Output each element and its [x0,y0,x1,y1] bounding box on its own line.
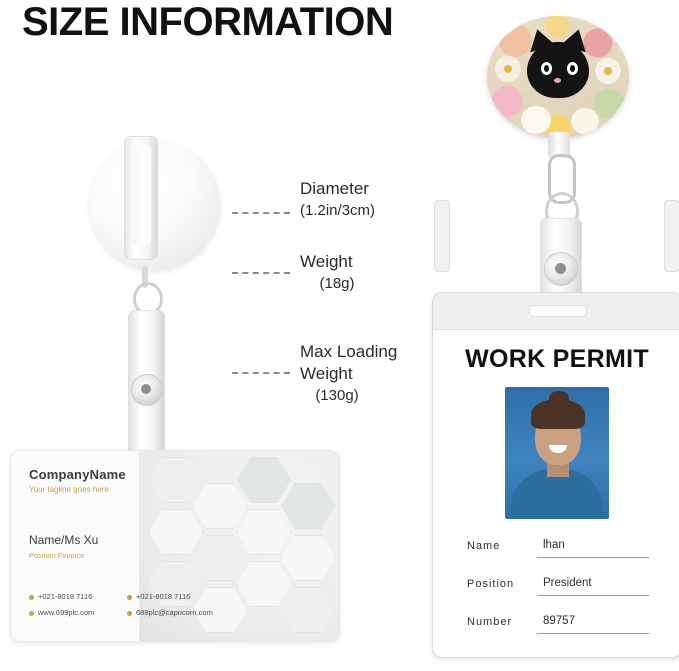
belt-clip-icon [124,136,158,260]
leader-line-max-load [232,372,290,374]
page-title: SIZE INFORMATION [22,0,394,44]
card-phone-2: +021-8018 7116 [136,592,191,601]
permit-label-number: Number [467,616,513,628]
cat-eye-left-icon [541,62,552,75]
cat-nose-icon [554,78,561,83]
callout-max-loading-value: (130g) [315,387,359,404]
callout-weight-value: (18g) [319,275,355,292]
callout-diameter-value: (1.2in/3cm) [300,202,376,219]
card-contact-left [29,589,94,621]
snap-button-right [544,252,578,286]
card-email: 688plc@capricorn.com [136,608,213,617]
permit-field-name [467,537,651,563]
card-phone-1: +021-8018 7116 [38,592,93,601]
cat-eye-right-icon [567,62,578,75]
callout-diameter [300,178,375,222]
work-permit-title: WORK PERMIT [465,345,649,373]
callout-max-loading-label: Max Loading [300,342,398,361]
badge-reel-right [487,16,629,138]
permit-underline-number [537,633,649,634]
permit-underline-name [537,557,649,558]
business-card [10,450,340,642]
permit-value-name: lhan [543,539,565,551]
badge-slot-hole [529,305,587,317]
leader-line-diameter [232,212,290,214]
leader-line-weight [232,272,290,274]
flower-petal-3 [521,106,551,134]
card-person-position: Position Finance [29,551,85,560]
permit-value-number: 89757 [543,615,575,627]
cat-head-icon [527,42,589,98]
permit-underline-position [537,595,649,596]
callout-weight [300,251,374,295]
phone-icon [29,595,34,600]
flower-center-2 [604,67,612,75]
permit-label-name: Name [467,540,501,552]
globe-icon [29,611,34,616]
badge-holder-wing-left [434,200,450,272]
card-contact-right [127,589,213,621]
badge-holder-wing-right [664,200,679,272]
flower-center-1 [504,65,512,73]
phone-icon-2 [127,595,132,600]
callout-weight-label: Weight [300,252,353,271]
permit-field-position [467,575,651,601]
permit-label-position: Position [467,578,515,590]
permit-value-position: President [543,577,592,589]
permit-field-number [467,613,651,639]
mail-icon [127,611,132,616]
card-company-name: CompanyName [29,467,126,482]
callout-max-loading-label2: Weight [300,364,353,383]
card-website: www.699plc.com [38,608,95,617]
card-person-name: Name/Ms Xu [29,533,99,547]
work-permit-photo [505,387,609,519]
callout-diameter-label: Diameter [300,179,369,198]
snap-button-left [131,374,163,406]
photo-hair [531,399,585,429]
card-tagline: Your tagline goes here [29,485,109,494]
work-permit-badge [432,292,679,658]
flower-petal-4 [571,108,599,134]
callout-max-loading [300,341,397,407]
